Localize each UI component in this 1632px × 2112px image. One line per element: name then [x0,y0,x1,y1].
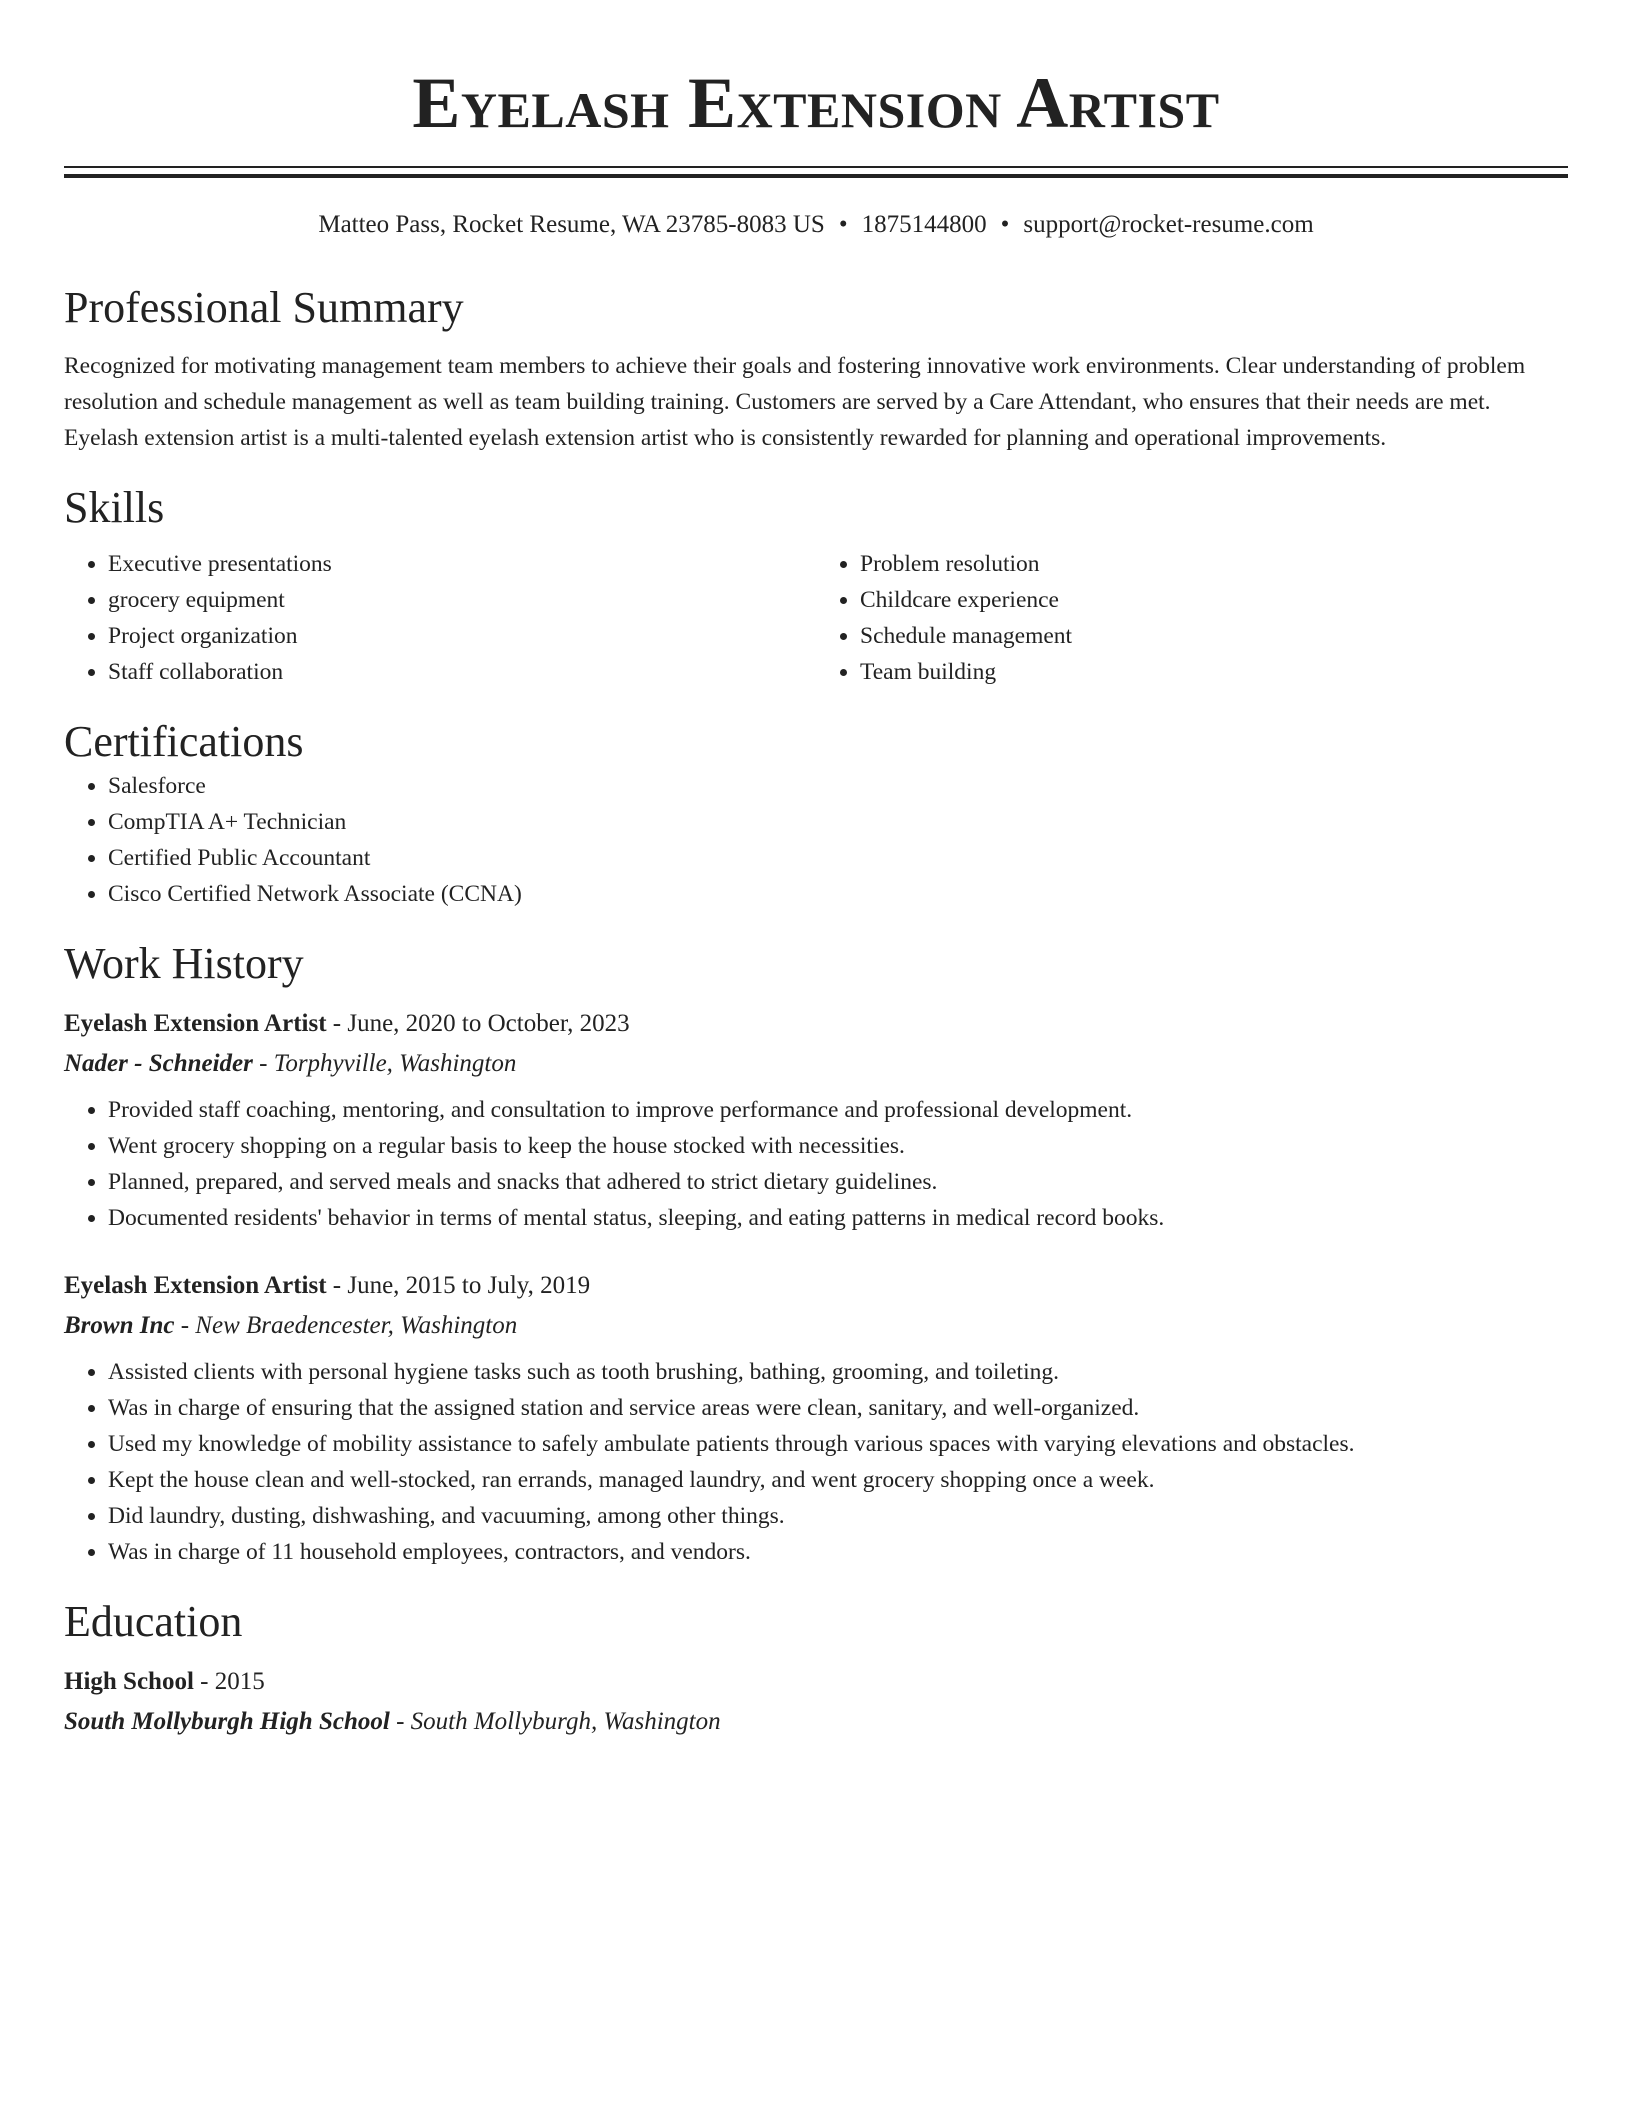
certification-item: • CompTIA A+ Technician [108,804,1568,840]
contact-phone: 1875144800 [861,211,987,238]
resume-name: Eyelash Extension Artist [412,63,1220,143]
education-entry [64,1662,1568,1742]
job-bullet: • Was in charge of 11 household employees, contractors, and vendors. [108,1534,1568,1570]
skills-list [64,546,1568,690]
education-school: South Mollyburgh High School [64,1708,390,1735]
job-bullet: • Did laundry, dusting, dishwashing, and vacuuming, among other things. [108,1498,1568,1534]
job-bullets [64,1092,1568,1236]
section-title-skills: Skills [64,483,165,532]
job-bullet: • Documented residents' behavior in terms of mental status, sleeping, and eating patterns in medical record books. [108,1200,1568,1236]
contact-line [64,210,1568,240]
contact-email: support@rocket-resume.com [1023,211,1314,238]
skill-item: • Childcare experience [860,582,1568,618]
job-location: - New Braedencester, Washington [174,1312,518,1339]
summary-text: Recognized for motivating management team members to achieve their goals and fostering innovative work environments. Clear understanding of problem resolution and schedule management as well as team building training. Customers are served by a Care Attendant, who ensures that their needs are met. Eyelash extension artist is a multi-talented eyelash extension artist who is consistently rewarded for planning and operational improvements. [64,353,1526,451]
education-year: - 2015 [193,1668,265,1695]
job-entry [64,1266,1568,1570]
education-institution [64,1702,1568,1742]
section-title-certifications: Certifications [64,717,304,766]
skill-item: • Team building [860,654,1568,690]
job-bullet: • Went grocery shopping on a regular basis to keep the house stocked with necessities. [108,1128,1568,1164]
job-bullet: • Provided staff coaching, mentoring, and consultation to improve performance and professional development. [108,1092,1568,1128]
job-bullet: • Assisted clients with personal hygiene tasks such as tooth brushing, bathing, grooming, and toileting. [108,1354,1568,1390]
job-location: - Torphyville, Washington [252,1050,517,1077]
job-title: Eyelash Extension Artist [64,1272,327,1299]
header-rule-thin [64,166,1568,168]
job-bullet: • Kept the house clean and well-stocked, ran errands, managed laundry, and went grocery shopping once a week. [108,1462,1568,1498]
header-rule-thick [64,174,1568,178]
job-bullet: • Planned, prepared, and served meals and snacks that adhered to strict dietary guidelines. [108,1164,1568,1200]
job-title: Eyelash Extension Artist [64,1010,327,1037]
contact-separator: • [1000,211,1010,238]
section-title-education: Education [64,1597,243,1646]
contact-address: Matteo Pass, Rocket Resume, WA 23785-8083 US [318,211,825,238]
contact-separator: • [838,211,848,238]
job-bullets [64,1354,1568,1570]
skill-item: • Problem resolution [860,546,1568,582]
skills-column-right [816,546,1568,690]
education-location: - South Mollyburgh, Washington [389,1708,721,1735]
job-bullet: • Was in charge of ensuring that the assigned station and service areas were clean, sanitary, and well-organized. [108,1390,1568,1426]
skill-item: • Project organization [108,618,816,654]
job-bullet: • Used my knowledge of mobility assistance to safely ambulate patients through various spaces with varying elevations and obstacles. [108,1426,1568,1462]
certification-item: • Cisco Certified Network Associate (CCNA) [108,876,1568,912]
section-title-work-history: Work History [64,939,304,988]
section-title-summary: Professional Summary [64,283,464,332]
job-heading [64,1004,1568,1044]
skill-item: • grocery equipment [108,582,816,618]
certification-item: • Salesforce [108,768,1568,804]
skills-column-left [64,546,816,690]
certification-item: • Certified Public Accountant [108,840,1568,876]
job-employer [64,1306,1568,1346]
education-heading [64,1662,1568,1702]
job-heading [64,1266,1568,1306]
job-entry [64,1004,1568,1236]
education-degree: High School [64,1668,194,1695]
job-company: Brown Inc [64,1312,175,1339]
job-dates: - June, 2015 to July, 2019 [326,1272,591,1299]
certifications-list [64,768,1568,912]
skill-item: • Executive presentations [108,546,816,582]
job-dates: - June, 2020 to October, 2023 [326,1010,630,1037]
skill-item: • Schedule management [860,618,1568,654]
skill-item: • Staff collaboration [108,654,816,690]
job-company: Nader - Schneider [64,1050,253,1077]
job-employer [64,1044,1568,1084]
